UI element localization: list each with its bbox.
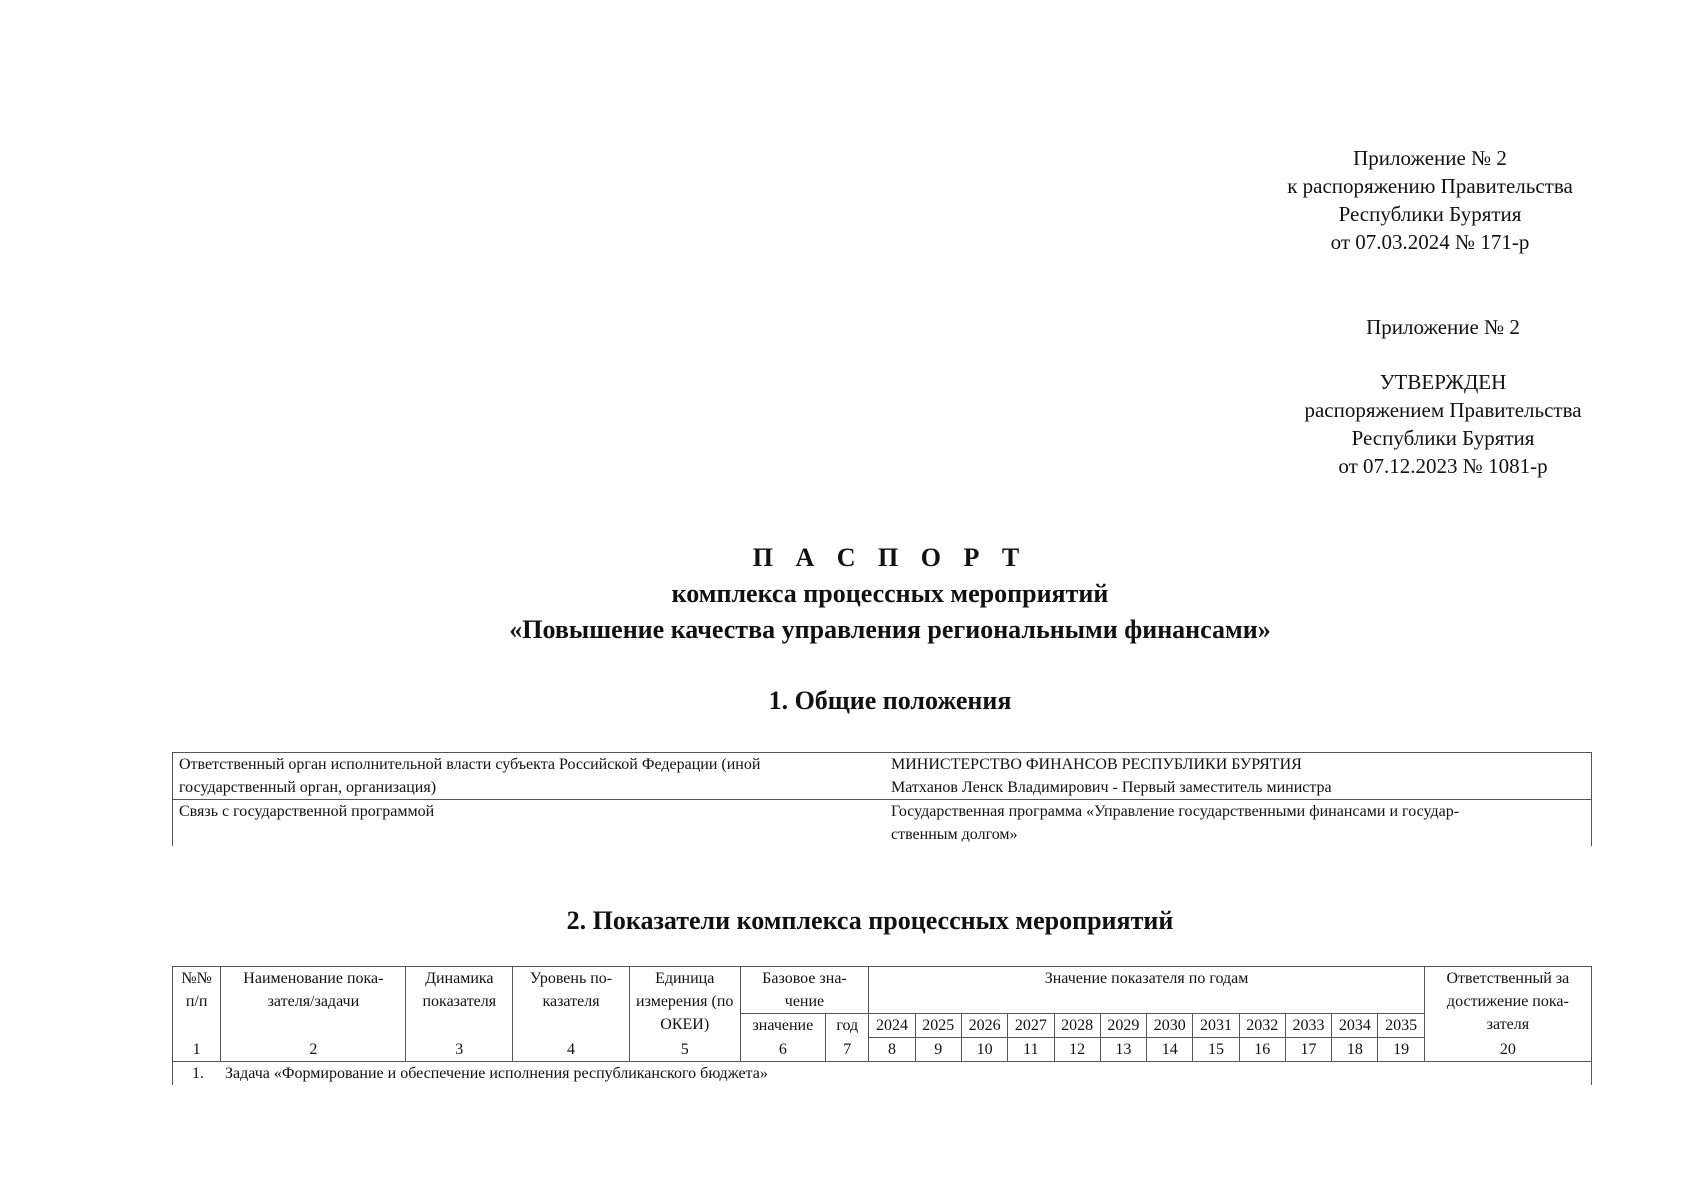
- general-provisions-table: [172, 752, 1592, 846]
- column-number: 3: [406, 1038, 513, 1062]
- column-number: 2: [221, 1038, 406, 1062]
- task-cell: [173, 1062, 1592, 1086]
- year-header: 2028: [1054, 1014, 1100, 1038]
- col-header-base-year: год: [826, 1014, 869, 1038]
- col-header-years-group: Значение показателя по годам: [869, 967, 1424, 1014]
- column-number: 10: [961, 1038, 1007, 1062]
- appendix-header-line1: Приложение № 2: [1353, 146, 1507, 170]
- year-header: 2032: [1239, 1014, 1285, 1038]
- column-numbers-row: [173, 1038, 1592, 1062]
- year-header: 2029: [1100, 1014, 1146, 1038]
- column-number: 14: [1147, 1038, 1193, 1062]
- table-row: [173, 753, 1592, 800]
- program-link-value: [885, 800, 1592, 847]
- year-header: 2031: [1193, 1014, 1239, 1038]
- column-number: 16: [1239, 1038, 1285, 1062]
- year-header: 2030: [1147, 1014, 1193, 1038]
- approved-line1: УТВЕРЖДЕН: [1379, 370, 1507, 394]
- section2-heading: 2. Показатели комплекса процессных мероприятий: [566, 906, 1174, 935]
- col-header-responsible: Ответственный за достижение пока-зателя: [1424, 967, 1591, 1038]
- column-number: 20: [1424, 1038, 1591, 1062]
- passport-subtitle: комплекса процессных мероприятий: [671, 579, 1109, 608]
- appendix-header-line2: к распоряжению Правительства: [1287, 174, 1573, 198]
- column-number: 15: [1193, 1038, 1239, 1062]
- year-header: 2034: [1332, 1014, 1378, 1038]
- col-header-name: Наименование пока-зателя/задачи: [221, 967, 406, 1038]
- column-number: 5: [629, 1038, 740, 1062]
- appendix-header: [1225, 144, 1635, 256]
- column-number: 8: [869, 1038, 915, 1062]
- col-header-num: №№ п/п: [173, 967, 221, 1038]
- indicators-table: [172, 966, 1592, 1085]
- year-header: 2024: [869, 1014, 915, 1038]
- year-header: 2026: [961, 1014, 1007, 1038]
- col-header-base: Базовое зна-чение: [740, 967, 869, 1014]
- column-number: 17: [1285, 1038, 1331, 1062]
- year-header: 2035: [1378, 1014, 1424, 1038]
- program-link-line2: ственным долгом»: [891, 826, 1018, 843]
- column-number: 12: [1054, 1038, 1100, 1062]
- responsible-body-value: [885, 753, 1592, 800]
- column-number: 18: [1332, 1038, 1378, 1062]
- appendix-original-label: Приложение № 2: [1366, 315, 1520, 339]
- col-header-level: Уровень по-казателя: [513, 967, 630, 1038]
- col-header-unit: Единица измерения (по ОКЕИ): [629, 967, 740, 1038]
- col-header-dynamics: Динамика показателя: [406, 967, 513, 1038]
- program-link-line1: Государственная программа «Управление государственными финансами и государ-: [891, 803, 1460, 820]
- approved-line2: распоряжением Правительства: [1304, 398, 1582, 422]
- column-number: 1: [173, 1038, 221, 1062]
- column-number: 11: [1008, 1038, 1054, 1062]
- column-number: 6: [740, 1038, 826, 1062]
- approved-block: [1238, 368, 1648, 480]
- passport-heading: П А С П О Р Т: [752, 543, 1028, 572]
- task-text: Задача «Формирование и обеспечение исполнения республиканского бюджета»: [225, 1065, 768, 1082]
- table-row: [173, 800, 1592, 847]
- responsible-body-label: Ответственный орган исполнительной власти субъекта Российской Федерации (иной государственный орган, организация): [173, 753, 886, 800]
- task-row: [173, 1062, 1592, 1086]
- column-number: 4: [513, 1038, 630, 1062]
- column-number: 7: [826, 1038, 869, 1062]
- document-title: [0, 540, 1698, 648]
- appendix-header-line3: Республики Бурятия: [1338, 202, 1522, 226]
- program-name: «Повышение качества управления региональными финансами»: [509, 615, 1271, 644]
- approved-line4: от 07.12.2023 № 1081-р: [1338, 454, 1548, 478]
- section1-heading: 1. Общие положения: [768, 686, 1012, 715]
- col-header-base-value: значение: [740, 1014, 826, 1038]
- year-header: 2027: [1008, 1014, 1054, 1038]
- appendix-header-line4: от 07.03.2024 № 171-р: [1330, 230, 1530, 254]
- year-header: 2033: [1285, 1014, 1331, 1038]
- task-number: 1.: [192, 1065, 204, 1082]
- approved-line3: Республики Бурятия: [1351, 426, 1535, 450]
- program-link-label: Связь с государственной программой: [173, 800, 886, 847]
- column-number: 9: [915, 1038, 961, 1062]
- column-number: 13: [1100, 1038, 1146, 1062]
- year-header: 2025: [915, 1014, 961, 1038]
- responsible-person: Матханов Ленск Владимирович - Первый заместитель министра: [891, 779, 1332, 796]
- responsible-ministry: МИНИСТЕРСТВО ФИНАНСОВ РЕСПУБЛИКИ БУРЯТИЯ: [891, 756, 1302, 773]
- column-number: 19: [1378, 1038, 1424, 1062]
